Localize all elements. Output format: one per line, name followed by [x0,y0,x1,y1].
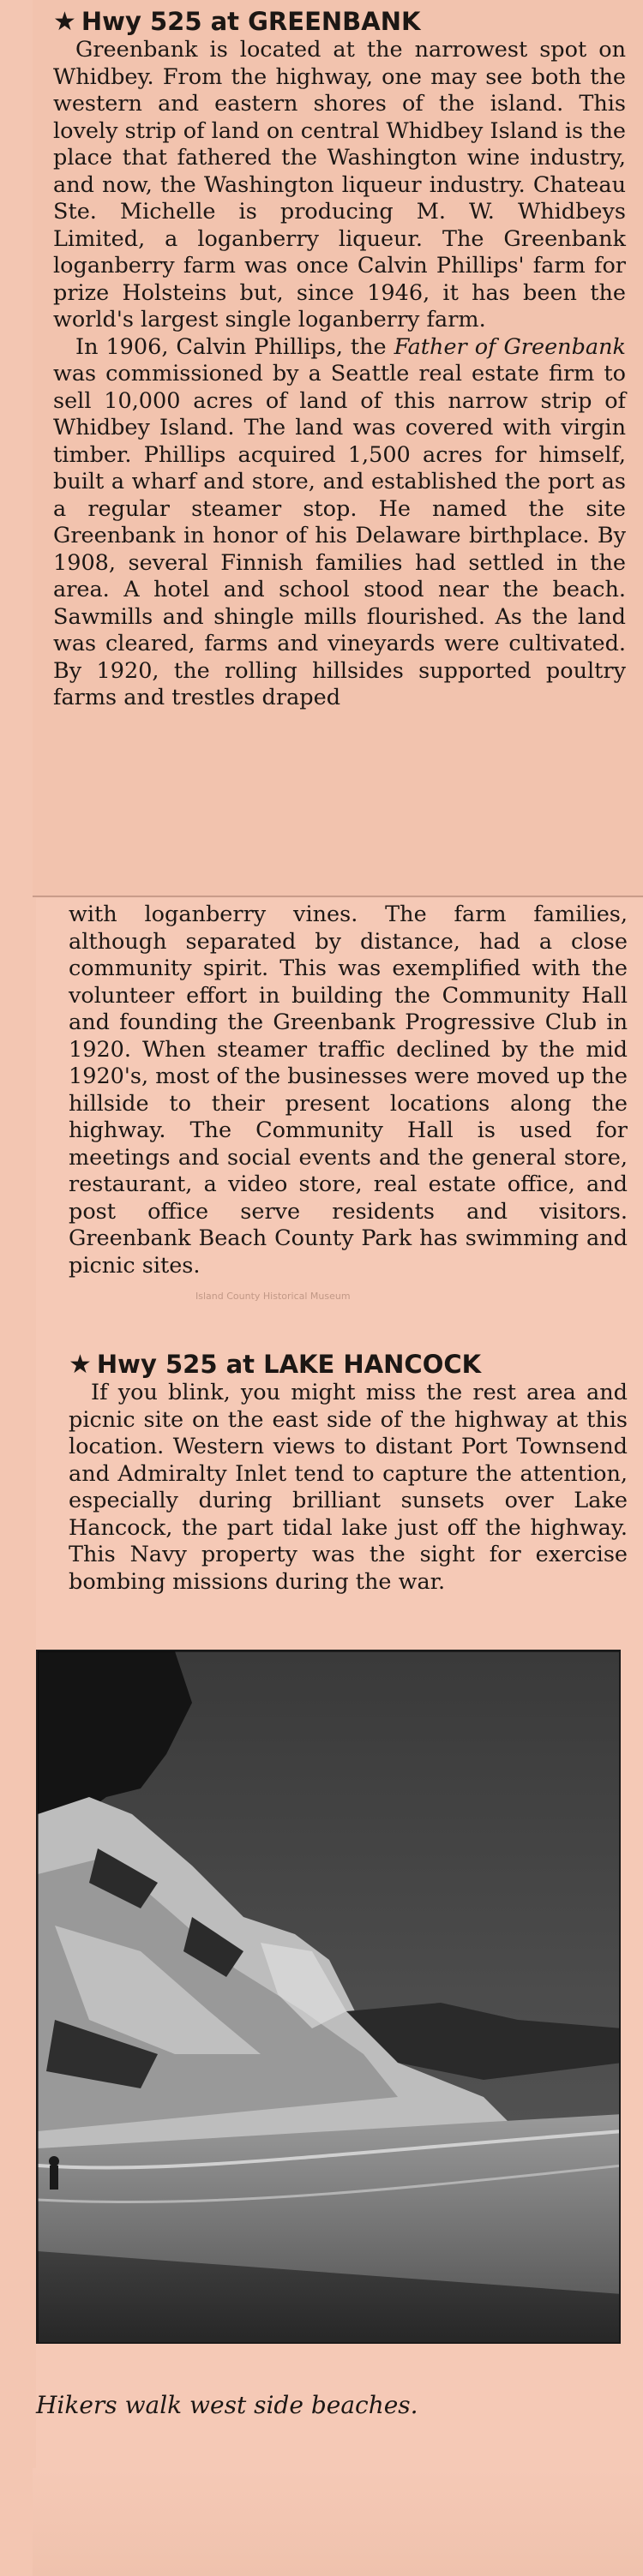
greenbank-heading-line [53,7,626,37]
beach-cliff-photo [36,1650,621,2344]
lake-hancock-article [69,1350,628,1596]
greenbank-paragraph-1: Greenbank is located at the narrowest spot on Whidbey. From the highway, one may see both the western and eastern shores of the island. This lovely strip of land on central Whidbey Island is the place that fathered the Washington wine industry, and now, the Washington liqueur industry. Chateau Ste. Michelle is producing M. W. Whidbeys Limited, a loganberry liqueur. The Greenbank loganberry farm was once Calvin Phillips' farm for prize Holsteins but, since 1946, it has been the world's largest single loganberry farm. [53,37,626,332]
lake-hancock-heading: Hwy 525 at LAKE HANCOCK [96,1350,482,1379]
paper-bottom-edge [33,2468,643,2576]
beach-cliff-illustration [38,1651,621,2344]
greenbank-paragraph-2-continued: with loganberry vines. The farm families, although separated by distance, had a close community spirit. This was exemplified with the volunteer effort in building the Community Hall and founding the Greenbank Progressive Club in 1920. When steamer traffic declined by the mid 1920's, most of the businesses were moved up the hillside to their present locations along the highway. The Community Hall is used for meetings and social events and the general store, restaurant, a video store, real estate office, and post office serve residents and visitors. Greenbank Beach County Park has swimming and picnic sites. [69,902,628,1279]
greenbank-paragraph-2-rest: was commissioned by a Seattle real estate firm to sell 10,000 acres of land of this narrow strip of Whidbey Island. The land was covered with virgin timber. Phillips acquired 1,500 acres for himself, built a wharf and store, and established the port as a regular steamer stop. He named the site Greenbank in honor of his Delaware birthplace. By 1908, several Finnish families had settled in the area. A hotel and school stood near the beach. Sawmills and shingle mills flourished. As the land was cleared, farms and vineyards were cultivated. By 1920, the rolling hillsides supported poultry farms and trestles draped [53,361,626,710]
star-icon: ★ [53,7,76,37]
greenbank-paragraph-2-start: In 1906, Calvin Phillips, the [75,333,387,360]
father-of-greenbank-italic: Father of Greenbank [394,333,627,360]
greenbank-paragraph-2 [53,334,626,712]
lake-hancock-heading-line [69,1350,628,1380]
greenbank-article-part1 [53,7,626,712]
star-icon: ★ [69,1350,92,1380]
museum-watermark: Island County Historical Museum [195,1291,351,1302]
lake-hancock-paragraph: If you blink, you might miss the rest area and picnic site on the east side of the highway at this location. Western views to distant Port Townsend and Admiralty Inlet tend to capture the attention, especially during brilliant sunsets over Lake Hancock, the part tidal lake just off the highway. This Navy property was the sight for exercise bombing missions during the war. [69,1380,628,1595]
greenbank-article-part2 [69,902,628,1279]
photo-caption: Hikers walk west side beaches. [36,2391,418,2419]
greenbank-heading: Hwy 525 at GREENBANK [81,7,421,36]
